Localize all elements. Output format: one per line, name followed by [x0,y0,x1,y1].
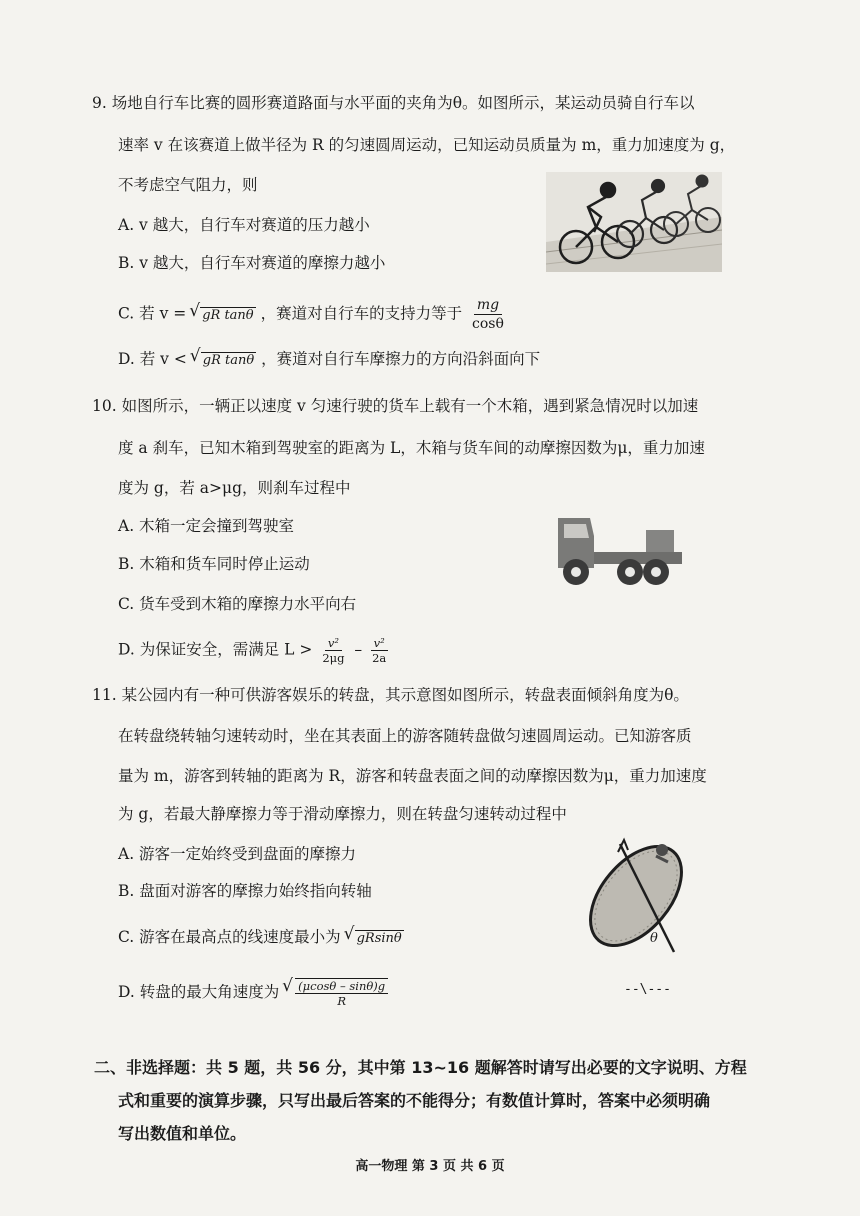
q9-line1: 9. 场地自行车比赛的圆形赛道路面与水平面的夹角为θ。如图所示，某运动员骑自行车以 [92,94,695,112]
q10-option-c: C. 货车受到木箱的摩擦力水平向右 [118,595,357,613]
truck-window [564,524,589,538]
q10-option-d-denominator-1: 2μg [322,651,345,665]
q11-option-d-denominator: R [337,994,346,1008]
q10-option-d-numerator-2: v² [371,636,388,651]
q11-option-d-fraction [295,978,388,1008]
q9-option-b: B. v 越大，自行车对赛道的摩擦力越小 [118,254,386,272]
q11-line1: 11. 某公园内有一种可供游客娱乐的转盘，其示意图如图所示，转盘表面倾斜角度为θ。 [92,686,689,704]
q10-option-d-prefix: D. 为保证安全，需满足 L > [118,640,313,659]
q10-line3: 度为 g，若 a>μg，则刹车过程中 [118,479,351,497]
q10-option-d-numerator-1: v² [325,636,342,651]
q9-option-d-radicand: gR tanθ [202,353,255,368]
q11-line4: 为 g，若最大静摩擦力等于滑动摩擦力，则在转盘匀速转动过程中 [118,805,567,823]
section2-line2: 式和重要的演算步骤，只写出最后答案的不能得分；有数值计算时，答案中必须明确 [118,1091,711,1110]
q11-option-c-radicand: gRsinθ [356,931,402,946]
q11-option-d [118,978,390,1008]
q9-option-c [118,296,509,333]
section2-line3: 写出数值和单位。 [118,1124,247,1143]
turntable-angle-label: θ [650,931,658,946]
q10-option-a: A. 木箱一定会撞到驾驶室 [118,517,295,535]
q9-option-c-fraction [469,296,507,333]
q10-option-d-minus: – [354,640,363,659]
q11-option-c-prefix: C. 游客在最高点的线速度最小为 [118,928,341,946]
q10-option-b: B. 木箱和货车同时停止运动 [118,555,310,573]
q9-option-c-radicand: gR tanθ [202,307,254,323]
turntable-dash-mark: --\--- [624,982,671,997]
q11-option-d-sqrt [284,978,390,1008]
q9-option-c-numerator: mg [474,296,502,315]
q10-line2: 度 a 刹车，已知木箱到驾驶室的距离为 L，木箱与货车间的动摩擦因数为μ，重力加速 [118,439,705,457]
q11-option-c [118,926,404,950]
cyclists-image [546,172,722,272]
visitor [656,844,668,856]
truck-image [550,508,690,590]
q9-option-d-post: ，赛道对自行车摩擦力的方向沿斜面向下 [261,350,541,368]
section2-line1: 二、非选择题：共 5 题，共 56 分，其中第 13~16 题解答时请写出必要的文字说明、方程 [94,1058,747,1077]
q9-option-c-prefix: C. 若 v = [118,304,187,323]
q10-option-d-fraction-1 [319,636,347,665]
turntable-image [578,834,698,966]
q10-option-d-denominator-2: 2a [372,651,387,665]
wooden-box [646,530,674,552]
q10-option-d [118,636,391,665]
q10-line1: 10. 如图所示，一辆正以速度 v 匀速行驶的货车上载有一个木箱，遇到紧急情况时以加速 [92,397,699,415]
q9-option-d [118,348,540,372]
page-footer: 高一物理 第 3 页 共 6 页 [355,1159,505,1174]
q9-option-c-mid: ，赛道对自行车的支持力等于 [260,304,463,323]
q9-option-c-denominator: cosθ [472,316,504,332]
q11-option-a: A. 游客一定始终受到盘面的摩擦力 [118,845,357,863]
q9-line2: 速率 v 在该赛道上做半径为 R 的匀速圆周运动，已知运动员质量为 m，重力加速度为 g， [118,136,736,154]
turntable-disc [578,834,698,962]
q11-option-d-prefix: D. 转盘的最大角速度为 [118,983,280,1001]
q11-line3: 量为 m，游客到转轴的距离为 R，游客和转盘表面之间的动摩擦因数为μ，重力加速度 [118,767,707,785]
q9-option-d-prefix: D. 若 v < [118,350,187,368]
q9-line3: 不考虑空气阻力，则 [118,176,258,194]
q11-line2: 在转盘绕转轴匀速转动时，坐在其表面上的游客随转盘做匀速圆周运动。已知游客质 [118,727,692,745]
q10-option-d-fraction-2 [369,636,389,665]
q11-option-c-sqrt [346,926,404,950]
q11-option-d-numerator: √ (μcosθ – sinθ)g [295,979,388,994]
q11-option-b: B. 盘面对游客的摩擦力始终指向转轴 [118,882,372,900]
q9-option-d-sqrt [192,348,256,372]
q9-option-a: A. v 越大，自行车对赛道的压力越小 [118,216,370,234]
q9-option-c-sqrt [191,303,255,327]
